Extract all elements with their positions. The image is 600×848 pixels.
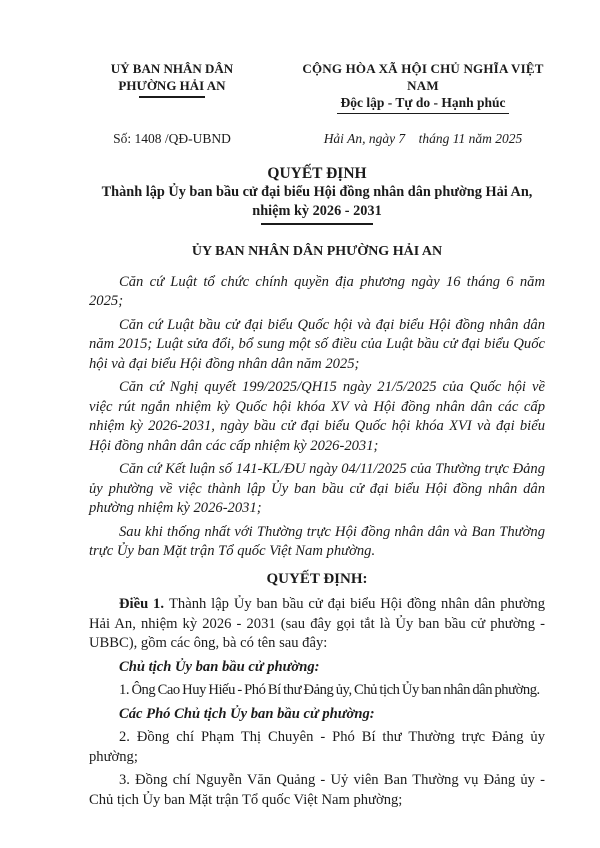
number-date-row bbox=[0, 130, 600, 148]
place-date: Hải An, ngày 7 tháng 11 năm 2025 bbox=[323, 131, 523, 146]
preamble-paragraph-3: Căn cứ Nghị quyết 199/2025/QH15 ngày 21/5/2025 của Quốc hội về việc rút ngắn nhiệm kỳ Quốc hội khóa XV và Hội đồng nhân dân các cấp nhiệm kỳ 2026-2031, ngày bầu cử đại biểu Quốc hội khóa XVI và đại biểu Hội đồng nhân dân các cấp nhiệm kỳ 2026-2031; bbox=[89, 379, 545, 454]
org-underline-rule bbox=[139, 96, 205, 98]
national-motto: Độc lập - Tự do - Hạnh phúc bbox=[337, 94, 508, 114]
section-heading-chairman: Chủ tịch Ủy ban bầu cử phường: bbox=[119, 658, 320, 675]
preamble-paragraph-1: Căn cứ Luật tổ chức chính quyền địa phương ngày 16 tháng 6 năm 2025; bbox=[89, 273, 545, 309]
issuer-name: ỦY BAN NHÂN DÂN PHƯỜNG HẢI AN bbox=[191, 243, 443, 259]
issuing-org-block bbox=[56, 60, 288, 114]
decision-heading: QUYẾT ĐỊNH: bbox=[266, 570, 368, 587]
national-header-block bbox=[288, 60, 558, 114]
document-body bbox=[0, 273, 600, 811]
preamble-paragraph-4: Căn cứ Kết luận số 141-KL/ĐU ngày 04/11/2025 của Thường trực Đảng ủy phường về việc thành lập Ủy ban bầu cử đại biểu Hội đồng nhân dân phường nhiệm kỳ 2026-2031; bbox=[89, 461, 545, 516]
document-header bbox=[0, 60, 600, 114]
org-name-line1: UỶ BAN NHÂN DÂN bbox=[110, 61, 234, 76]
title-underline-rule bbox=[261, 223, 373, 225]
org-name-line2: PHƯỜNG HẢI AN bbox=[118, 78, 226, 93]
title-block bbox=[0, 164, 600, 260]
article-1-text: Thành lập Ủy ban bầu cử đại biểu Hội đồng nhân dân phường Hải An, nhiệm kỳ 2026 - 2031 (sau đây gọi tắt là Ủy ban bầu cử phường - UBBC), gồm các ông, bà có tên sau đây: bbox=[89, 596, 546, 651]
member-item-2: 2. Đồng chí Phạm Thị Chuyên - Phó Bí thư Thường trực Đảng ủy phường; bbox=[89, 729, 545, 765]
doc-number: Số: 1408 /QĐ-UBND bbox=[113, 131, 231, 146]
preamble-paragraph-5: Sau khi thống nhất với Thường trực Hội đồng nhân dân và Ban Thường trực Ủy ban Mặt trận Tổ quốc Việt Nam phường. bbox=[89, 523, 545, 559]
decision-subtitle-line1: Thành lập Ủy ban bầu cử đại biểu Hội đồng nhân dân phường Hải An, bbox=[101, 184, 533, 200]
member-item-3: 3. Đồng chí Nguyễn Văn Quảng - Uỷ viên Ban Thường vụ Đảng ủy - Chủ tịch Ủy ban Mặt trận Tổ quốc Việt Nam phường; bbox=[89, 772, 545, 808]
national-name: CỘNG HÒA XÃ HỘI CHỦ NGHĨA VIỆT NAM bbox=[302, 61, 544, 93]
decision-title: QUYẾT ĐỊNH bbox=[267, 165, 367, 182]
decision-subtitle-line2: nhiệm kỳ 2026 - 2031 bbox=[252, 202, 382, 219]
section-heading-vice-chairmen: Các Phó Chủ tịch Ủy ban bầu cử phường: bbox=[119, 705, 375, 722]
article-1 bbox=[89, 595, 545, 654]
preamble-paragraph-2: Căn cứ Luật bầu cử đại biểu Quốc hội và đại biểu Hội đồng nhân dân năm 2015; Luật sửa đổi, bổ sung một số điều của Luật bầu cử đại biểu Quốc hội và đại biểu Hội đồng nhân dân năm 2025; bbox=[89, 316, 545, 372]
member-item-1: 1. Ông Cao Huy Hiếu - Phó Bí thư Đảng ủy, Chủ tịch Ủy ban nhân dân phường. bbox=[119, 682, 540, 698]
article-1-label: Điều 1. bbox=[119, 596, 164, 612]
